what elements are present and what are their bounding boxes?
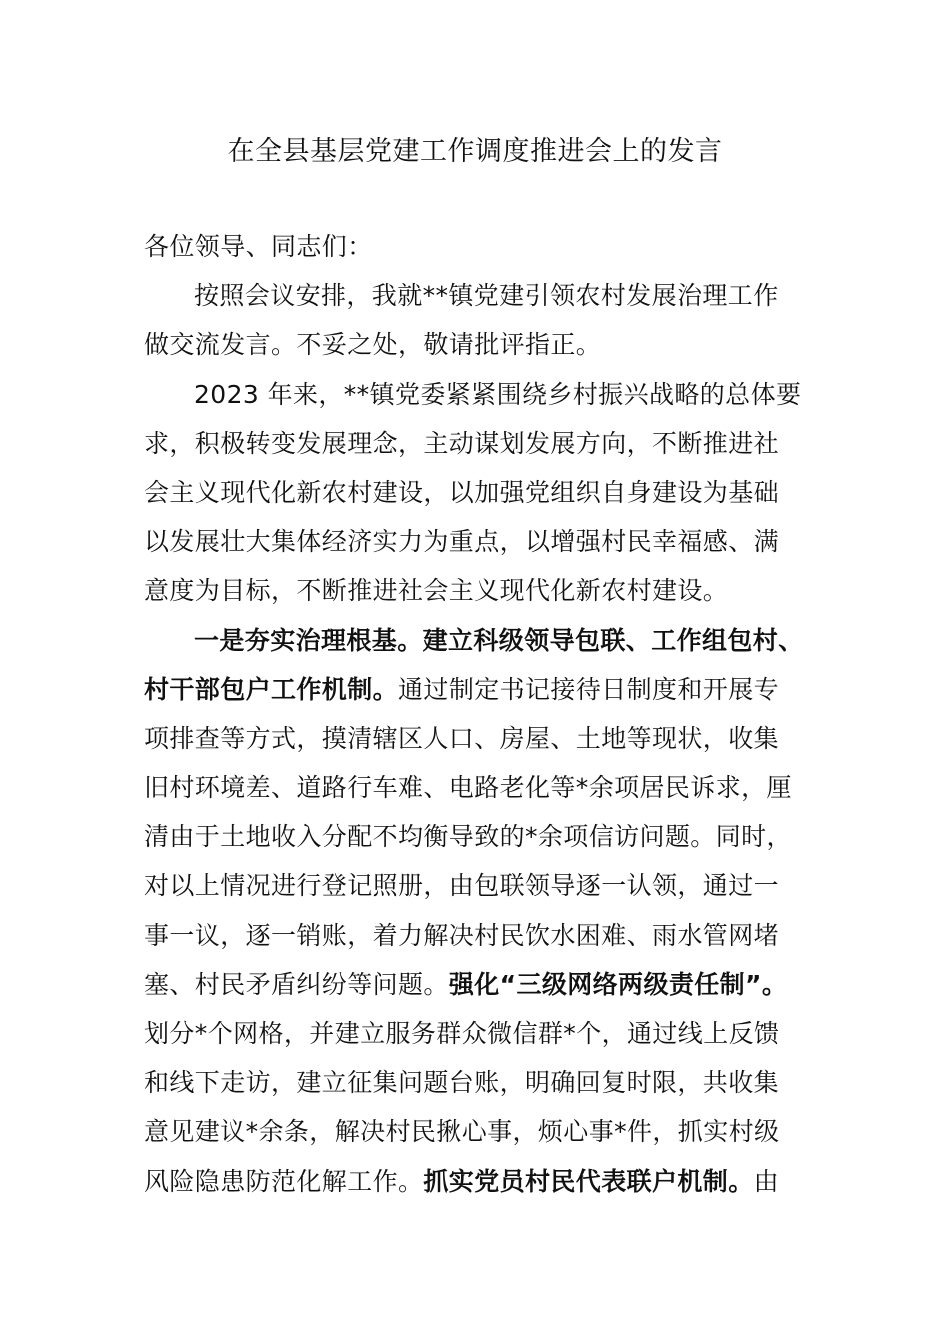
document-body	[144, 222, 820, 1206]
paragraph-3-line: 项排查等方式，摸清辖区人口、房屋、土地等现状，收集	[144, 723, 780, 753]
paragraph-1-line: 做交流发言。不妥之处，敬请批评指正。	[144, 330, 602, 360]
paragraph-2-line: 会主义现代化新农村建设，以加强党组织自身建设为基础	[144, 477, 780, 507]
paragraph-3-line: 划分*个网格，并建立服务群众微信群*个，通过线上反馈	[144, 1019, 780, 1048]
paragraph-3-text: 通过制定书记接待日制度和开展专	[398, 674, 780, 704]
paragraph-3-line: 旧村环境差、道路行车难、电路老化等*余项居民诉求，厘	[144, 773, 792, 803]
paragraph-3-line	[144, 665, 820, 714]
paragraph-3-line: 对以上情况进行登记照册，由包联领导逐一认领，通过一	[144, 871, 780, 901]
paragraph-3-text: 塞、村民矛盾纠纷等问题。	[144, 969, 449, 999]
paragraph-2-line: 意度为目标，不断推进社会主义现代化新农村建设。	[144, 576, 729, 606]
paragraph-2-line: 2023 年来，**镇党委紧紧围绕乡村振兴战略的总体要	[194, 379, 802, 409]
paragraph-1-line: 按照会议安排，我就**镇党建引领农村发展治理工作	[194, 281, 779, 311]
paragraph-3-text: 由	[753, 1166, 780, 1196]
paragraph-3-heading-line: 一是夯实治理根基。建立科级领导包联、工作组包村、	[194, 625, 804, 655]
paragraph-3-line: 清由于土地收入分配不均衡导致的*余项信访问题。同时，	[144, 822, 792, 852]
paragraph-2-line: 以发展壮大集体经济实力为重点，以增强村民幸福感、满	[144, 527, 780, 557]
greeting: 各位领导、同志们：	[144, 232, 373, 261]
mechanism-heading: 村干部包户工作机制。	[144, 674, 399, 704]
paragraph-3-line: 和线下走访，建立征集问题台账，明确回复时限，共收集	[144, 1068, 780, 1098]
document-title: 在全县基层党建工作调度推进会上的发言	[227, 136, 723, 167]
contact-mechanism-heading: 抓实党员村民代表联户机制。	[423, 1166, 754, 1196]
paragraph-3-line	[144, 960, 820, 1009]
network-heading: 强化“三级网络两级责任制”。	[448, 969, 788, 999]
paragraph-3-line: 事一议，逐一销账，着力解决村民饮水困难、雨水管网堵	[144, 920, 780, 950]
paragraph-3-text: 风险隐患防范化解工作。	[144, 1166, 424, 1196]
paragraph-3-line	[144, 1157, 820, 1206]
paragraph-2-line: 求，积极转变发展理念，主动谋划发展方向，不断推进社	[144, 428, 780, 458]
paragraph-3-line: 意见建议*余条，解决村民揪心事，烦心事*件，抓实村级	[144, 1117, 780, 1147]
